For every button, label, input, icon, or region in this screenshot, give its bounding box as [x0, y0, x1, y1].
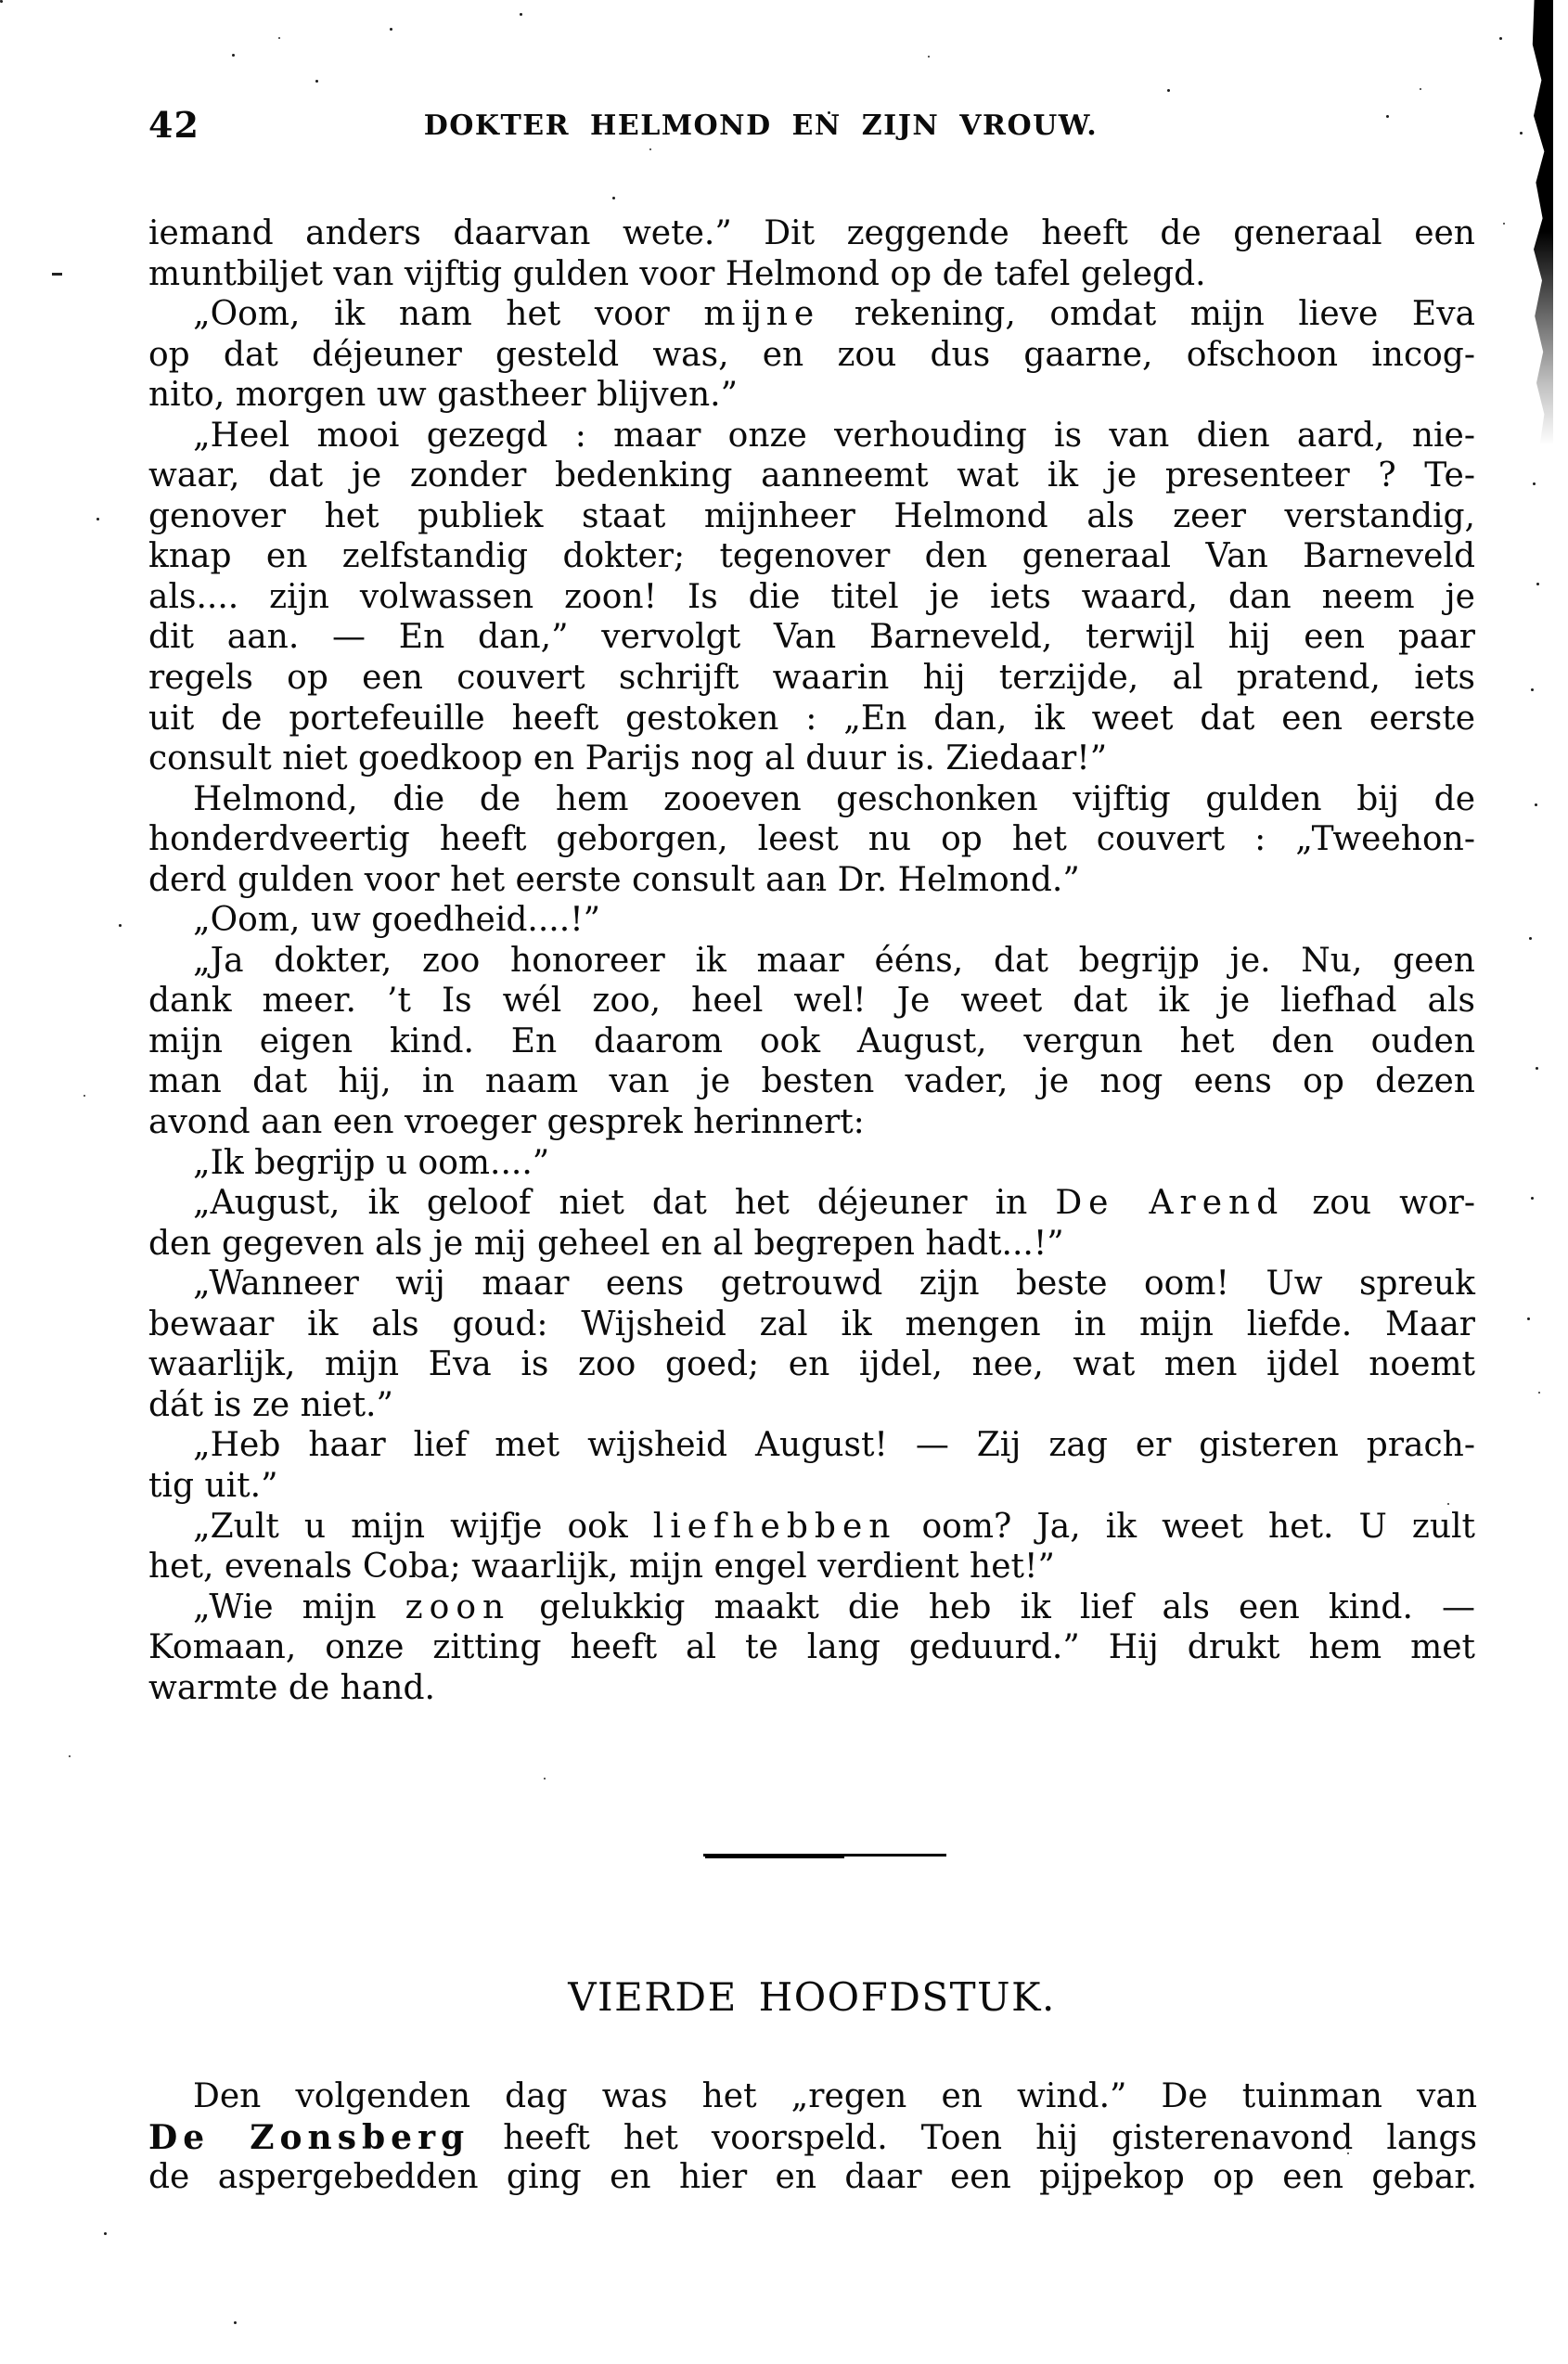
text-segment: gelukkig maakt die heb ik lief als een kind. — [510, 1587, 1475, 1626]
text-line [148, 1102, 1475, 1143]
running-header [148, 104, 1475, 148]
text-segment: dit aan. — En dan,” vervolgt Van Barneveld, terwijl hij een paar [148, 618, 1475, 657]
text-segment: als.... zijn volwassen zoon! Is die titel je iets waard, dan neem je [148, 577, 1475, 616]
scan-margin-mark [52, 273, 62, 276]
text-segment: „Ja dokter, zoo honoreer ik maar ééns, dat begrijp je. Nu, geen [193, 941, 1475, 980]
emphasized-text: De Arend [1055, 1184, 1285, 1223]
scan-speckles-small [0, 0, 2, 2]
text-line [148, 1547, 1475, 1587]
text-line [148, 577, 1475, 618]
text-line [148, 900, 1475, 941]
body-text-block [148, 213, 1475, 1708]
text-line [148, 1061, 1475, 1102]
text-line [148, 2076, 1477, 2117]
text-segment: bewaar ik als goud: Wijsheid zal ik mengen in mijn liefde. Maar [148, 1304, 1475, 1343]
emphasized-text: De Zonsberg [148, 2117, 470, 2157]
text-segment: „Zult u mijn wijfje ook [193, 1507, 653, 1546]
text-segment: uit de portefeuille heeft gestoken : „En dan, ik weet dat een eerste [148, 699, 1475, 738]
emphasized-text: mĳne [703, 295, 821, 334]
text-line [148, 1507, 1475, 1548]
text-segment: „Wanneer wij maar eens getrouwd zijn beste oom! Uw spreuk [193, 1265, 1475, 1304]
text-segment: den gegeven als je mij geheel en al begrepen hadt...!” [148, 1224, 1064, 1263]
text-line [148, 819, 1475, 860]
section-divider-rule [703, 1854, 946, 1857]
text-segment: „Heb haar lief met wijsheid August! — Zij zag er gisteren prach- [193, 1426, 1475, 1465]
text-segment: „Oom, uw goedheid....!” [193, 901, 601, 940]
text-segment: nito, morgen uw gastheer blijven.” [148, 376, 738, 415]
text-line [148, 1668, 1475, 1709]
text-segment: warmte de hand. [148, 1668, 435, 1707]
text-line [148, 375, 1475, 416]
text-segment: dank meer. ’t Is wél zoo, heel wel! Je weet dat ik je liefhad als [148, 982, 1475, 1021]
text-segment: de aspergebedden ging en hier en daar een pijpekop op een gebar. [148, 2158, 1477, 2197]
text-line [148, 1183, 1475, 1224]
text-line [148, 1021, 1475, 1062]
text-segment: knap en zelfstandig dokter; tegenover den generaal Van Barneveld [148, 537, 1475, 576]
text-line [148, 456, 1475, 496]
text-line [148, 1627, 1475, 1668]
text-line [148, 860, 1475, 901]
text-line [148, 1264, 1475, 1304]
text-line [148, 1587, 1475, 1628]
text-line [148, 779, 1475, 820]
text-line [148, 1425, 1475, 1466]
emphasized-text: liefhebben [652, 1507, 897, 1546]
text-segment: dát is ze niet.” [148, 1385, 393, 1424]
text-segment: heeft het voorspeld. Toen hij gisterenavond langs [469, 2118, 1477, 2157]
text-line [148, 536, 1475, 577]
text-line [148, 2117, 1477, 2158]
text-segment: waar, dat je zonder bedenking aanneemt wat ik je presenteer ? Te- [148, 456, 1475, 495]
text-segment: avond aan een vroeger gesprek herinnert: [148, 1103, 865, 1142]
text-segment: genover het publiek staat mijnheer Helmond als zeer verstandig, [148, 496, 1475, 535]
text-line [148, 1385, 1475, 1426]
scan-ink-streak [1525, 0, 1553, 445]
text-segment: Komaan, onze zitting heeft al te lang geduurd.” Hij drukt hem met [148, 1628, 1475, 1667]
text-line [148, 739, 1475, 779]
text-segment: derd gulden voor het eerste consult aan Dr. Helmond.” [148, 860, 1080, 899]
text-segment: regels op een couvert schrijft waarin hij terzijde, al pratend, iets [148, 659, 1475, 698]
text-line [148, 1304, 1475, 1345]
text-segment: „Ik begrijp u oom....” [193, 1143, 550, 1182]
text-line [148, 213, 1475, 254]
text-line [148, 1224, 1475, 1265]
text-line [148, 2157, 1477, 2198]
text-segment: oom? Ja, ik weet het. U zult [896, 1507, 1475, 1546]
text-segment: consult niet goedkoop en Parijs nog al duur is. Ziedaar!” [148, 739, 1108, 778]
text-line [148, 1344, 1475, 1385]
text-segment: man dat hij, in naam van je besten vader, je nog eens op dezen [148, 1062, 1475, 1101]
emphasized-text: zoon [405, 1587, 511, 1626]
running-title: DOKTER HELMOND EN ZIJN VROUW. [423, 109, 1099, 142]
text-line [148, 658, 1475, 699]
text-segment: Helmond, die de hem zooeven geschonken vijftig gulden bij de [193, 779, 1475, 818]
text-segment: zou wor- [1284, 1184, 1475, 1223]
page-number: 42 [148, 104, 199, 146]
chapter-opening-paragraph [148, 2076, 1477, 2198]
text-line [148, 981, 1475, 1021]
text-segment: mijn eigen kind. En daarom ook August, vergun het den ouden [148, 1021, 1475, 1060]
text-line [148, 941, 1475, 982]
text-segment: Den volgenden dag was het „regen en wind.” De tuinman van [193, 2077, 1477, 2115]
text-segment: rekening, omdat mijn lieve Eva [820, 295, 1475, 334]
text-line [148, 699, 1475, 739]
text-segment: tig uit.” [148, 1466, 278, 1505]
text-segment: „Heel mooi gezegd : maar onze verhouding is van dien aard, nie- [193, 416, 1475, 455]
text-segment: „Oom, ik nam het voor [193, 295, 704, 334]
text-segment: muntbiljet van vijftig gulden voor Helmond op de tafel gelegd. [148, 254, 1206, 293]
text-segment: honderdveertig heeft geborgen, leest nu op het couvert : „Tweehon- [148, 820, 1475, 859]
text-line [148, 335, 1475, 376]
text-segment: waarlijk, mijn Eva is zoo goed; en ijdel, nee, wat men ijdel noemt [148, 1345, 1475, 1384]
text-segment: „August, ik geloof niet dat het déjeuner in [193, 1184, 1056, 1223]
text-segment: het, evenals Coba; waarlijk, mijn engel verdient het!” [148, 1548, 1055, 1587]
text-segment: „Wie mijn [193, 1587, 405, 1626]
text-line [148, 254, 1475, 295]
text-segment: iemand anders daarvan wete.” Dit zeggende heeft de generaal een [148, 214, 1475, 252]
chapter-heading: VIERDE HOOFDSTUK. [568, 1974, 1056, 2020]
text-line [148, 294, 1475, 335]
text-line [148, 1143, 1475, 1184]
text-line [148, 617, 1475, 658]
text-line [148, 416, 1475, 456]
text-segment: op dat déjeuner gesteld was, en zou dus gaarne, ofschoon incog- [148, 335, 1475, 374]
text-line [148, 496, 1475, 537]
text-line [148, 1466, 1475, 1507]
